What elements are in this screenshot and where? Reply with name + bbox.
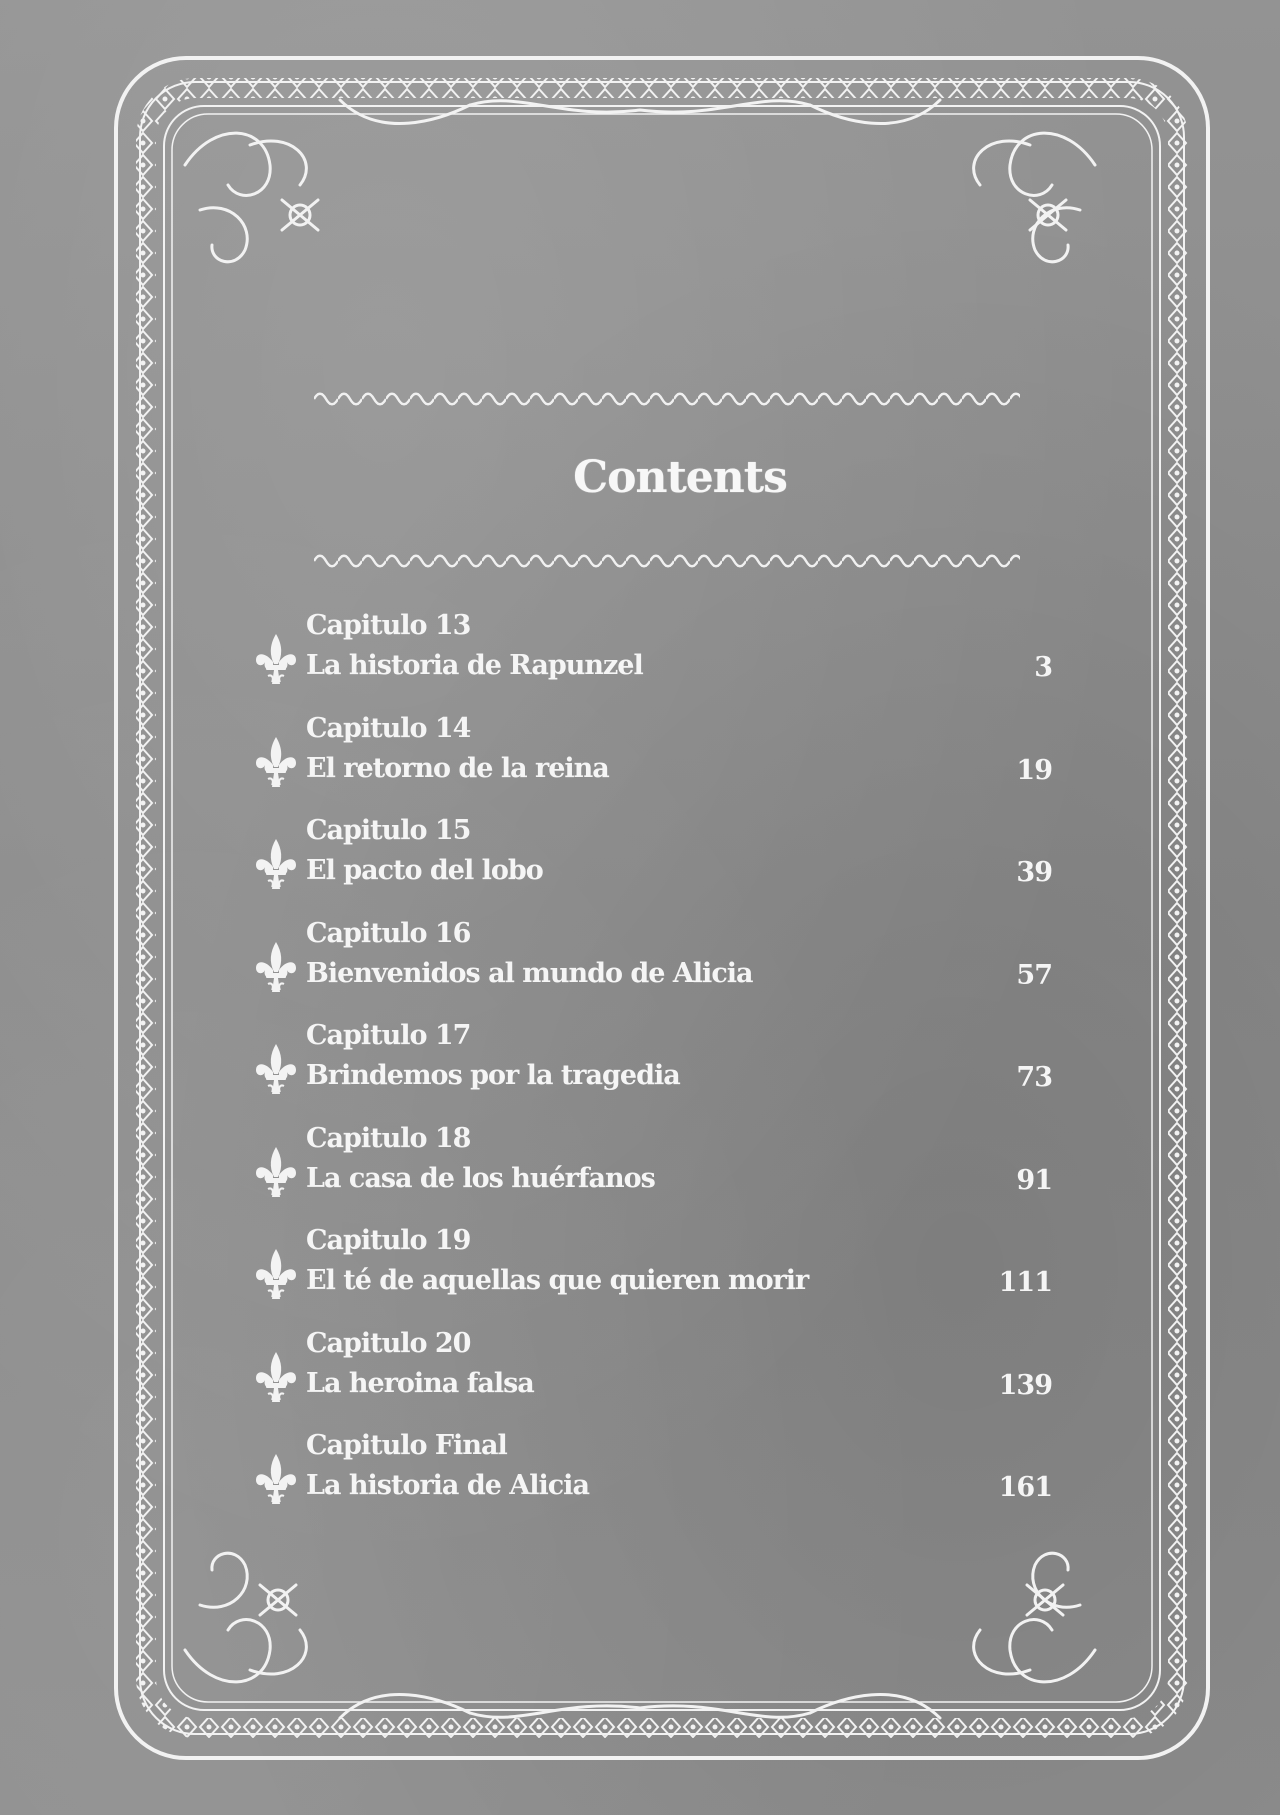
chapter-title: La historia de Rapunzel <box>306 650 643 681</box>
toc-entry[interactable] <box>250 608 1050 711</box>
fleur-de-lis-icon <box>254 1247 298 1301</box>
toc-entry[interactable] <box>250 1121 1050 1224</box>
chapter-number: Capitulo 17 <box>306 1020 471 1051</box>
chapter-title: La historia de Alicia <box>306 1470 589 1501</box>
chapter-number: Capitulo 20 <box>306 1327 471 1359</box>
chapter-title: Brindemos por la tragedia <box>306 1060 680 1091</box>
page-number: 139 <box>998 1369 1052 1401</box>
chapter-number: Capitulo 18 <box>306 1122 471 1154</box>
fleur-de-lis-icon <box>254 632 298 686</box>
chapter-number: Capitulo 15 <box>306 815 471 846</box>
page-number: 111 <box>998 1267 1052 1298</box>
toc-entry[interactable] <box>250 916 1050 1019</box>
chapter-title: La heroina falsa <box>306 1367 534 1399</box>
fleur-de-lis-icon <box>254 1452 298 1506</box>
fleur-de-lis-icon <box>254 940 298 994</box>
chapter-number: Capitulo 19 <box>306 1225 471 1256</box>
chapter-number: Capitulo 14 <box>306 712 471 744</box>
page-number: 19 <box>1016 754 1052 786</box>
page-title: Contents <box>573 452 787 503</box>
page-number: 73 <box>1016 1062 1052 1093</box>
fleur-de-lis-icon <box>254 1145 298 1199</box>
chapter-title: La casa de los huérfanos <box>306 1162 655 1194</box>
divider-top <box>314 390 1020 408</box>
page-number: 91 <box>1016 1164 1052 1196</box>
page-number: 161 <box>998 1472 1052 1503</box>
toc-entry[interactable] <box>250 1223 1050 1326</box>
chapter-title: El pacto del lobo <box>306 855 543 886</box>
divider-bottom <box>314 552 1020 570</box>
page-number: 57 <box>1016 959 1052 991</box>
fleur-de-lis-icon <box>254 1042 298 1096</box>
table-of-contents <box>250 608 1050 1531</box>
toc-entry[interactable] <box>250 1326 1050 1429</box>
fleur-de-lis-icon <box>254 735 298 789</box>
fleur-de-lis-icon <box>254 1350 298 1404</box>
toc-entry[interactable] <box>250 1018 1050 1121</box>
toc-entry[interactable] <box>250 1428 1050 1531</box>
chapter-title: El té de aquellas que quieren morir <box>306 1265 809 1296</box>
toc-entry[interactable] <box>250 813 1050 916</box>
chapter-title: Bienvenidos al mundo de Alicia <box>306 957 753 989</box>
chapter-title: El retorno de la reina <box>306 752 609 784</box>
page-number: 3 <box>1034 652 1052 683</box>
toc-entry[interactable] <box>250 711 1050 814</box>
chapter-number: Capitulo 16 <box>306 917 471 949</box>
page-number: 39 <box>1016 857 1052 888</box>
fleur-de-lis-icon <box>254 837 298 891</box>
chapter-number: Capitulo Final <box>306 1430 507 1461</box>
chapter-number: Capitulo 13 <box>306 610 471 641</box>
